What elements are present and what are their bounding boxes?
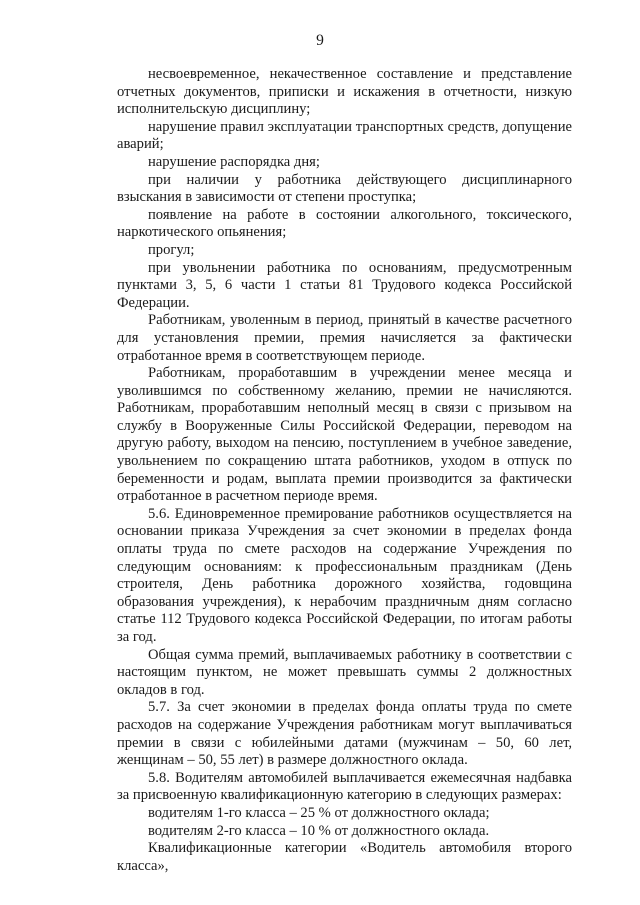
paragraph: прогул;: [148, 241, 195, 258]
body-text: [117, 66, 572, 875]
paragraph: несвоевременное, некачественное составление и представление отчетных документов, приписки и искажения в отчетности, низкую исполнительскую дисциплину;: [117, 66, 572, 118]
paragraph: при наличии у работника действующего дисциплинарного взыскания в зависимости от степени проступка;: [117, 171, 572, 206]
paragraph: Работникам, проработавшим в учреждении менее месяца и уволившимся по собственному желанию, премии не начисляются. Работникам, проработавшим неполный месяц в связи с призывом на службу в Вооруженные Силы Российской Федерации, переводом на другую работу, выходом на пенсию, поступлением в учебное заведение, увольнением по сокращению штата работников, уходом в отпуск по беременности и родам, выплата премии производится за фактически отработанное в расчетном периоде время.: [117, 365, 572, 505]
page-number: 9: [316, 32, 324, 49]
paragraph: при увольнении работника по основаниям, предусмотренным пунктами 3, 5, 6 части 1 статьи 81 Трудового кодекса Российской Федерации.: [117, 259, 572, 311]
paragraph: Работникам, уволенным в период, принятый в качестве расчетного для установления премии, премия начисляется за фактически отработанное время в соответствующем периоде.: [117, 312, 572, 364]
paragraph: Квалификационные категории «Водитель автомобиля второго класса»,: [117, 840, 572, 874]
paragraph: 5.6. Единовременное премирование работников осуществляется на основании приказа Учреждения за счет экономии в пределах фонда оплаты труда по смете расходов на содержание Учреждения по следующим основаниям: к профессиональным праздникам (День строителя, День работника дорожного хозяйства, годовщина образования учреждения), к нерабочим праздничным дням согласно статье 112 Трудового кодекса Российской Федерации, по итогам работы за год.: [117, 505, 572, 645]
paragraph: нарушение правил эксплуатации транспортных средств, допущение аварий;: [117, 118, 572, 153]
paragraph: появление на работе в состоянии алкогольного, токсического, наркотического опьянения;: [117, 206, 572, 241]
paragraph: 5.7. За счет экономии в пределах фонда оплаты труда по смете расходов на содержание Учреждения работникам могут выплачиваться премии в связи с юбилейными датами (мужчинам – 50, 60 лет, женщинам – 50, 55 лет) в размере должностного оклада.: [117, 699, 572, 769]
paragraph: нарушение распорядка дня;: [148, 153, 320, 170]
paragraph: водителям 2-го класса – 10 % от должностного оклада.: [148, 822, 490, 839]
paragraph: водителям 1-го класса – 25 % от должностного оклада;: [148, 804, 490, 821]
paragraph: Общая сумма премий, выплачиваемых работнику в соответствии с настоящим пунктом, не может превышать суммы 2 должностных окладов в год.: [117, 646, 572, 698]
paragraph: 5.8. Водителям автомобилей выплачивается ежемесячная надбавка за присвоенную квалификационную категорию в следующих размерах:: [117, 769, 572, 804]
